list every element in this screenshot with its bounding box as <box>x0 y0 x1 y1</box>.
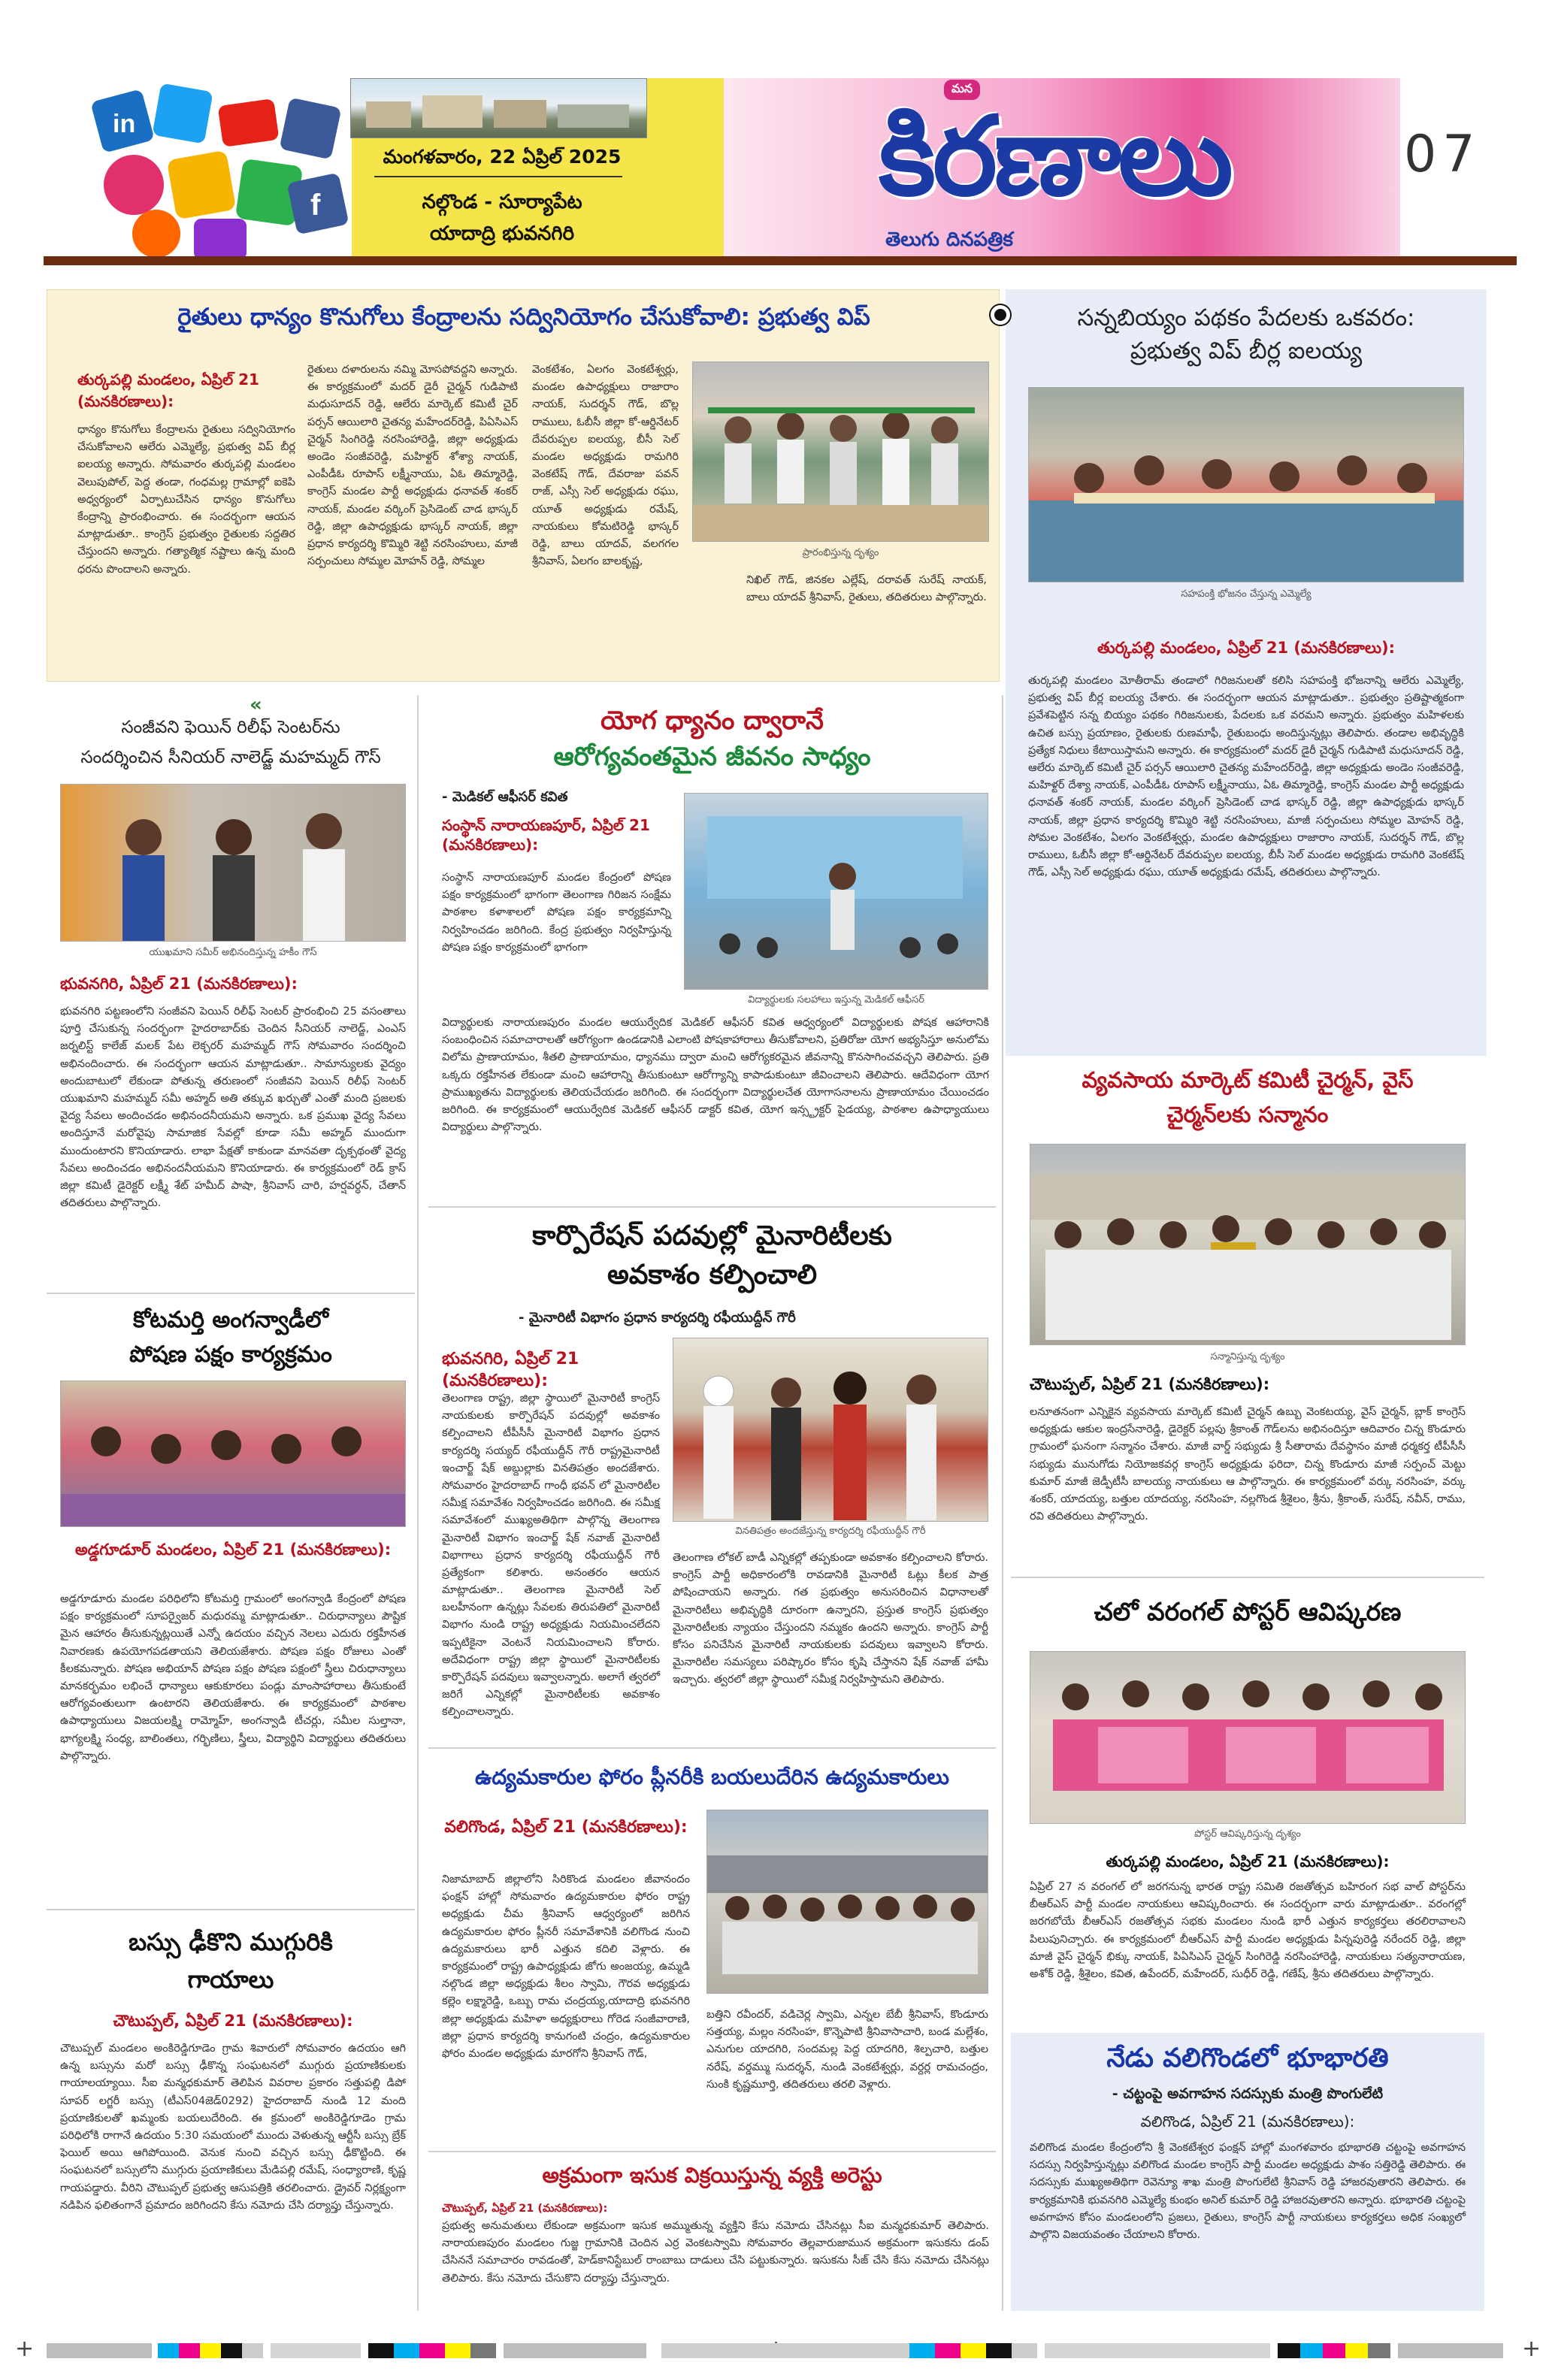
social-icons-cluster-icon <box>66 80 363 260</box>
article-body: ఏప్రిల్ 27 న వరంగల్ లో జరగనున్న భారత రాష్ట్ర సమితి రజతోత్సవ బహిరంగ సభ వాల్ పోస్టర్‌ను బీఆర్ఎస్ పార్టీ మండల నాయకులు ఆవిష్కరించారు. ఈ సందర్భంగా వారు మాట్లాడుతూ.. వరంగల్లో జరగబోయే బీఆర్ఎస్ రజతోత్సవ సభకు మండలం నుండి భారీ ఎత్తున కార్యకర్తలు తరలిరావాలని పిలుపునిచ్చారు. ఈ కార్యక్రమంలో బీఆర్ఎస్ పార్టీ మండల అధ్యక్షుడు పిన్నపురెడ్డి నరేందర్ రెడ్డి, జిల్లా మాజీ వైస్ చైర్మన్ భిక్కు నాయక్, పిఏసిఎస్ చైర్మన్ సింగిరెడ్డి నరసింహారెడ్డి, నాయకులు సత్యనారాయణ, అశోక్ రెడ్డి, శ్రీశైలం, కవిత, ఉపేందర్, మహేందర్, సుధీర్ రెడ్డి, గణేష్, శ్రీను తదితరులు పాల్గొన్నారు. <box>1030 1881 1466 1980</box>
article-rice-procurement <box>47 289 1000 682</box>
color-swatches-1 <box>158 2343 263 2358</box>
article-anganwadi <box>47 1296 415 1950</box>
gray-bar-3 <box>504 2343 646 2358</box>
photo-caption: సహపంక్తి భోజనం చేస్తున్న ఎమ్మెల్యే <box>1181 588 1311 600</box>
article-body: లనూతనంగా ఎన్నికైన వ్యవసాయ మార్కెట్ కమిటీ చైర్మన్ ఉబ్బు వెంకటయ్య, వైస్ చైర్మన్, బ్లాక్ కాంగ్రెస్ అధ్యక్షుడు ఆకుల ఇంద్రసేనారెడ్డి, డైరెక్టర్ పల్లపు శ్రీకాంత్ గౌడ్‌లను అభినందిస్తూ ఆదివారం చిన్న కొండూరు గ్రామంలో ఘనంగా సన్మానం చేశారు. మాజీ వార్డ్ సభ్యుడు శ్రీ సీతారామ దేవస్థానం మాజీ ధర్మకర్త టీపీసీసీ సభ్యుడు మునుగోడు నియోజకవర్గ కాంగ్రెస్ అధ్యక్షుడు ఫరిదా, చిన్న కొండూరు మాజీ సర్పంచ్ మెట్టు కుమార్ మాజీ జెడ్పీటీసీ బాలయ్య నాయకులు ఆ పాల్గొన్నారు. ఈ కార్యక్రమంలో వర్కు నరసింహ, వర్కు శంకర్, యాదయ్య, బత్తుల యాదయ్య, నరసింహ, నల్లగొండ శ్రీశైలం, శ్రీను, శ్రీకాంత్, సురేష్, నవీన్, రాము, రవి తదితరులు పాల్గొన్నారు. <box>1030 1406 1466 1523</box>
article-body-col3: వెంకటేశం, ఏలగం వెంకటేశ్వర్లు, మండల ఉపాధ్యక్షులు రాజారాం నాయక్, సుదర్శన్ గౌడ్, బొల్ల రాములు, ఓబీసీ జిల్లా కో-ఆర్డినేటర్ దేవరుప్పల ఐలయ్య, బీసీ సెల్ మండల అధ్యక్షుడు రామగిరి వెంకటేష్ గౌడ్, దేవరాజు పవన్ రాజ్, ఎస్సీ సెల్ అధ్యక్షుడు రఘు, యూత్ అధ్యక్షుడు రమేష్, నాయకులు కోమటిరెడ్డి భాస్కర్ రెడ్డి, బాలు యాదవ్, వలగగల శ్రీనివాస్, ఏలగం బాలకృష్ణ, <box>532 364 679 568</box>
edition-line-1: నల్గొండ - సూర్యాపేట <box>422 191 582 213</box>
article-byline: - మైనారిటీ విభాగం ప్రధాన కార్యదర్శి రఫీయుద్దీన్ గౌరీ <box>519 1310 796 1326</box>
gray-bar-5 <box>1045 2343 1270 2358</box>
article-byline: - చట్టంపై అవగాహన సదస్సుకు మంత్రి పొంగులేటి <box>1112 2085 1384 2102</box>
article-body-right: బత్తిని రవీందర్, వడిచెర్ల స్వామి, ఎన్నల బేబీ శ్రీనివాస్, కొండూరు సత్తయ్య, మల్లం నరసింహ, కొన్నెపాటి శ్రీనివాసాచారి, బండ మల్లేశం, ఎనుగుల యాదగిరి, సందమల్ల పెద్ద యాదగిరి, శిల్పచారి, బత్తుల నరేష్, వర్డమ్ము సుదర్శన్, నుండి వెంకటేశ్వర్లు, వర్దర్ల రామచంద్రం, సుంకి కృష్ణమూర్తి, తదితరులు తరలి వెళ్లారు. <box>706 2009 988 2091</box>
article-dateline: చౌటుప్పల్, ఏప్రిల్ 21 (మనకిరణాలు): <box>1030 1375 1270 1393</box>
masthead <box>44 72 1481 264</box>
header-photo-strip <box>350 78 647 138</box>
page-number: 07 <box>1404 125 1481 184</box>
article-headline-line2: సందర్శించిన సీనియర్ నాలెడ్జ్ మహమ్మద్ గౌస్ <box>80 748 381 767</box>
article-headline: చలో వరంగల్ పోస్టర్ ఆవిష్కరణ <box>1094 1597 1402 1626</box>
article-headline-line1: సన్నబియ్యం పథకం పేదలకు ఒకవరం: <box>1077 304 1415 331</box>
divider-left-1 <box>47 1293 415 1294</box>
photo-caption: ప్రారంభిస్తున్న దృశ్యం <box>802 547 879 558</box>
gray-bar-1 <box>47 2343 152 2358</box>
crosshair-left-icon: + <box>15 2336 35 2362</box>
print-registration-bar <box>0 2336 1555 2366</box>
divider-middle-2 <box>428 1747 996 1749</box>
divider-middle-3 <box>428 2151 996 2152</box>
article-body-col1: ధాన్యం కొనుగోలు కేంద్రాలను రైతులు సద్వినియోగం చేసుకోవాలని ఆలేరు ఎమ్మెల్యే, ప్రభుత్వ విప్ బీర్ల ఐలయ్య అన్నారు. సోమవారం తుర్కపల్లి మండలం వెలుపుపోల్, పెద్ద తండా, గంధమల్ల గ్రామాల్లో ఐకెపి అధ్వర్యంలో ఏర్పాటుచేసిన ధాన్యం కొనుగోలు కేంద్రాన్ని ప్రారంభించారు. ఈ సందర్భంగా ఆయన మాట్లాడుతూ.. కాంగ్రెస్ ప్రభుత్వం రైతులకు సద్దతిర చేస్తుందని అన్నారు. గత్యాత్మిక నష్టాలు ఉన్న మంది ధరను పొందాలని అన్నారు. <box>77 424 295 576</box>
article-poster-launch <box>1011 1582 1484 2033</box>
logo: కిరణాలు <box>879 93 1230 220</box>
article-headline-line1: బస్సు ఢీకొని ముగ్గురికి <box>129 1928 333 1956</box>
article-body-right: తెలంగాణ లోకల్ బాడీ ఎన్నికల్లో తప్పకుండా అవకాశం కల్పించాలని కోరారు. కాంగ్రెస్ పార్టీ అధికారంలోకి రావడానికి మైనారిటీ ఓట్లు కీలక పాత్ర పోషించాయని అన్నారు. గత ప్రభుత్వం అనుసరించిన విధానాలతో మైనారిటీలు అభివృద్ధికి దూరంగా ఉన్నారని, ప్రస్తుత కాంగ్రెస్ ప్రభుత్వం మైనారిటీలకు న్యాయం చేస్తుందని నమ్మకం ఉందని అన్నారు. కాంగ్రెస్ పార్టీ కోసం పనిచేసిన మైనారిటీ నాయకులకు పదవులు ఇవ్వాలని కోరారు. మైనారిటీల సమస్యలు పరిష్కారం కోసం కృషి చేస్తానని షేక్ నవాజ్ హామీ ఇచ్చారు. త్వరలో జిల్లా స్థాయిలో సమీక్ష నిర్వహిస్తామని తెలిపారు. <box>673 1552 988 1686</box>
article-headline-line2: పోషణ పక్షం కార్యక్రమం <box>129 1341 332 1368</box>
article-pain-relief <box>47 695 415 1274</box>
article-headline: అక్రమంగా ఇసుక విక్రయిస్తున్న వ్యక్తి అరెస్టు <box>542 2163 882 2188</box>
svg-text:f: f <box>310 189 321 222</box>
section-arrow-icon: « <box>250 694 262 716</box>
tagline: తెలుగు దినపత్రిక <box>885 228 1013 251</box>
article-byline: - మెడికల్ ఆఫీసర్ కవిత <box>442 789 568 805</box>
article-headline-line1: వ్యవసాయ మార్కెట్ కమిటీ చైర్మన్, వైస్ <box>1082 1067 1414 1093</box>
article-yoga <box>428 695 996 1206</box>
article-headline-line2: గాయాలు <box>187 1965 274 1994</box>
article-activists-forum <box>428 1751 996 2149</box>
photo-felicitation <box>60 784 406 942</box>
photo-memorandum <box>673 1338 988 1522</box>
article-headline-line2: చైర్మన్‌లకు సన్మానం <box>1166 1102 1329 1127</box>
article-body: చౌటుప్పల్ మండలం అంకిరెడ్డిగూడెం గ్రామ శివారులో సోమవారం ఉదయం ఆగి ఉన్న బస్సును మరో బస్సు ఢీకొన్న సంఘటనలో ముగ్గురు ప్రయాణికులకు గాయాలయ్యాయి. సీఐ మన్మధకుమార్ తెలిపిన వివరాల ప్రకారం సత్తుపల్లి డిపో సూపర్ లగ్జరీ బస్సు (టీఎస్04జెడ్0292) హైదరాబాద్ నుండి 12 మంది ప్రయాణికులతో ఖమ్మంకు బయలుదేరింది. ఈ క్రమంలో అంకిరెడ్డిగూడెం గ్రామ పరిధిలోకి రాగానే ఉదయం 5:30 సమయంలో ముందు వెళుతున్న ఆర్టీసీ బస్సు బ్రేక్ ఫెయిల్ అయి ఆగిపోయింది. వెనుక నుంచి వచ్చిన బస్సు ఢీకొట్టింది. ఈ సంఘటనలో బస్సులోని ముగ్గురు ప్రయాణికులు మేడిపల్లి రమేష్, సంధ్యారాణి, కృష్ణ గాయపడ్డారు. వీరిని చౌటుప్పల్ ప్రభుత్వ ఆసుపత్రికి తరలించారు. డ్రైవర్ నిర్లక్ష్యంగా నడిపిన ఫలితంగానే ప్రమాదం జరిగిందని కేసు నమోదు చేసి దర్యాప్తు చేస్తున్నారు. <box>60 2043 406 2212</box>
photo-community-meal <box>1028 387 1464 582</box>
gray-bar-2 <box>271 2343 361 2358</box>
edition-line-2: యాదాద్రి భువనగిరి <box>429 222 575 245</box>
article-body-col2: రైతులు దళారులను నమ్మి మోసపోవద్దని అన్నారు. ఈ కార్యక్రమంలో మదర్ డైరీ చైర్మన్ గుడిపాటి మధుసూదన్ రెడ్డి, ఆలేరు మార్కెట్ కమిటీ చైర్ పర్సన్ ఆయిలారి చైతన్య మహేందర్‌రెడ్డి, పిఏసిఎస్ చైర్మన్ సింగిరెడ్డి నరసింహారెడ్డి, జిల్లా అధ్యక్షుడు అండెం సంజీవరెడ్డి, మహిళ్టర్ శోశ్యా నాయక్, ఎంపీడీఓ రూపాస్ లక్ష్మీనాయు, ఏఓ తిమ్మారెడ్డి, కాంగ్రెస్ మండల పార్టీ అధ్యక్షుడు ధనావత్ శంకర్ నాయక్, మండల వర్కింగ్ ప్రెసిడెంట్ చాడ భాస్కర్ రెడ్డి, జిల్లా ఉపాధ్యక్షుడు భాస్కర్ నాయక్, జిల్లా ప్రధాన కార్యదర్శి కొమ్మిరి శెట్టి నరసింహులు, మాజీ సర్పంచులు సోమ్మల మోహన్ రెడ్డి, సోమ్మల <box>307 364 518 568</box>
color-swatches-3 <box>909 2343 1037 2358</box>
article-body-col4: నిఖిల్ గౌడ్, జినకల ఎల్లేష్, దరావత్ సురేష్ నాయక్, బాలు యాదవ్ శ్రీనివాస్, రైతులు, తదితరులు పాల్గొన్నారు. <box>746 574 987 604</box>
article-dateline: చౌటుప్పల్, ఏప్రిల్ 21 (మనకిరణాలు): <box>442 2203 608 2215</box>
article-headline: ఉద్యమకారుల ఫోరం ప్లీనరీకి బయలుదేరిన ఉద్యమకారులు <box>475 1765 949 1789</box>
article-market-committee <box>1011 1060 1484 1574</box>
article-headline-line1: యోగ ధ్యానం ద్వారానే <box>601 706 824 736</box>
header-date: మంగళవారం, 22 ఏప్రిల్ 2025 <box>383 146 622 168</box>
article-dateline: భువనగిరి, ఏప్రిల్ 21 (మనకిరణాలు): <box>60 975 298 993</box>
article-headline-line1: కార్పొరేషన్ పదవుల్లో మైనారిటీలకు <box>532 1220 892 1251</box>
article-sand-arrest <box>428 2155 996 2313</box>
article-body: అడ్డగూడూరు మండల పరిధిలోని కోటమర్తి గ్రామంలో అంగన్వాడి కేంద్రంలో పోషణ పక్షం కార్యక్రమంలో సూపర్వైజర్ మధురమ్మ మాట్లాడుతూ.. చిరుధాన్యాలు పౌష్టిక మైన ఆహారం తీసుకున్నట్లయితే ఎన్నో ఉదయం వచ్చిన నెలలు ఎదురు రక్తహీనత నివారణకు ఉపయోగపడతాయని తెలియజేశారు. పోషణ పక్షం రోజులు ఎంతో కీలకమన్నారు. పోషణ అభియాన్ పోషణ పక్షం పోషణ పక్షంలో స్త్రీలు చిరుధాన్యాలు మానకర్భమం లభించే ధాన్యాలు ఆకుకూరలు పండ్లు మాంసాహారాలు తీసుకుంటే ఆరోగ్యవంతులుగా ఉంటారని తెలియజేశారు. ఈ కార్యక్రమంలో పాఠశాల ఉపాధ్యాయులు విజయలక్ష్మి రామ్మోహ్, అంగన్వాడి టీచర్లు, సమీల సుల్తానా, భాగ్యలక్ష్మి సంధ్య, బాలింతలు, గర్భిణిలు, స్త్రీలు, విద్యార్థిని విద్యార్థులు తదితరులు పాల్గొన్నారు. <box>60 1593 406 1762</box>
article-body-left: తెలంగాణ రాష్ట్ర, జిల్లా స్థాయిలో మైనారిటీ కాంగ్రెస్ నాయకులకు కార్పొరేషన్ పదవుల్లో అవకాశం కల్పించాలని టీపీసీసీ మైనారిటీ విభాగం ప్రధాన కార్యదర్శి సయ్యద్ రఫీయుద్దీన్ గౌరీ రాష్ట్రమైనారిటీ ఇంచార్జ్ షేక్ అబ్దుల్లాకు వినతిపత్రం అందజేశారు. సోమవారం హైదరాబాద్ గాంధీ భవన్ లో మైనారిటీల సమీక్ష సమావేశం నిర్వహించడం జరిగింది. ఈ సమీక్ష సమావేశంలో ముఖ్యఅతిథిగా పాల్గొన్న తెలంగాణ మైనారిటీ విభాగం ఇంచార్జ్ షేక్ నవాజ్ మైనారిటీ విభాగాలు ప్రధాన కార్యదర్శి రఫీయుద్దీన్ గౌరీ ప్రత్యేకంగా కలిశారు. అనంతరం ఆయన మాట్లాడుతూ.. తెలంగాణ మైనారిటీ సెల్ బలహీనంగా ఉన్నట్లు సేవలకు తిరుపతిలో మైనారిటీ విభాగం నుండి రాష్ట్ర అధ్యక్షుడు నియమించలేదని ఇప్పటికైనా వెంటనే నియమించాలని కోరారు. అదేవిధంగా రాష్ట్ర జిల్లా స్థాయిలో మైనారిటీలకు కార్పొరేషన్ పదవులు ఇవ్వాలన్నారు. అలాగే త్వరలో జరిగే ఎన్నికల్లో మైనారిటీలకు అవకాశం కల్పించాలన్నారు. <box>442 1393 660 1719</box>
article-body: తుర్కపల్లి మండలం మోతీరామ్ తండాలో గిరిజనులతో కలిసి సహపంక్తి భోజనాన్ని ఆలేరు ఎమ్మెల్యే, ప్రభుత్వ విప్ బీర్ల ఐలయ్య చేశారు. ఈ సందర్భంగా ఆయన మాట్లాడుతూ.. ప్రభుత్వం ప్రతిష్టాత్మకంగా ప్రవేశపెట్టిన సన్న బియ్యం పథకం గిరిజనులకు, పేదలకు ఒక వరమని అన్నారు. ప్రభుత్వం మహిళలకు ఉచిత బస్సు ప్రయాణం, రైతులకు రుణమాఫీ, రైతుబంధు అందిస్తున్నట్లు తెలిపారు. తండాల అభివృద్ధికి ప్రత్యేక నిధులు కేటాయిస్తామని అన్నారు. ఈ కార్యక్రమంలో మదర్ డైరీ చైర్మన్ గుడిపాటి మధుసూదన్ రెడ్డి, ఆలేరు మార్కెట్ కమిటీ చైర్ పర్సన్ ఆయిలారి చైతన్య మహేందర్‌రెడ్డి, జిల్లా అధ్యక్షుడు అండెం సంజీవరెడ్డి, మహిళ్టర్ దేశ్యా నాయక్, ఎంపీడీఓ రూపాస్ లక్ష్మీనాయు, ఏఓ తిమ్మారెడ్డి, కాంగ్రెస్ మండల పార్టీ అధ్యక్షుడు ధనావత్ శంకర్ నాయక్, మండల వర్కింగ్ ప్రెసిడెంట్ చాడ భాస్కర్ రెడ్డి, జిల్లా ఉపాధ్యక్షుడు భాస్కర్ నాయక్, జిల్లా ప్రధాన కార్యదర్శి కొమ్మిరి శెట్టి నరసింహులు, మాజీ సర్పంచులు సోమ్మల మోహన్ రెడ్డి, సోమల వెంకటేశం, ఏలగం వెంకటేశ్వర్లు, మండల ఉపాధ్యక్షులు రాజారాం నాయక్, సుదర్శన్ గౌడ్, బొల్ల రాములు, ఓబీసీ జిల్లా కో-ఆర్డినేటర్ దేవరుప్పల ఐలయ్య, బీసీ సెల్ మండల అధ్యక్షుడు రామగిరి వెంకటేష్ గౌడ్, ఎస్సీ సెల్ అధ్యక్షుడు రఘు, యూత్ అధ్యక్షుడు రమేష్, తదితరులు పాల్గొన్నారు. <box>1028 675 1464 879</box>
article-dateline: వలిగొండ, ఏప్రిల్ 21 (మనకిరణాలు): <box>1140 2112 1355 2131</box>
article-headline-line2: ఆరోగ్యవంతమైన జీవనం సాధ్యం <box>553 742 871 772</box>
divider-right-1 <box>1011 1577 1484 1578</box>
photo-caption: వినతిపత్రం అందజేస్తున్న కార్యదర్శి రఫీయుద్దీన్ గౌరీ <box>735 1526 926 1537</box>
photo-activists-group <box>706 1810 988 1994</box>
divider-left-2 <box>47 1909 415 1910</box>
photo-yoga-session <box>684 793 988 990</box>
article-body-left: సంస్థాన్ నారాయణపూర్ మండల కేంద్రంలో పోషణ పక్షం కార్యక్రమంలో భాగంగా తెలంగాణ గిరిజన సంక్షేమ పాఠశాల కళాశాలలో పోషణ పక్షం కార్యక్రమాన్ని నిర్వహించడం జరిగింది. కేంద్ర ప్రభుత్వం నిర్వహిస్తున్న పోషణ పక్షం కార్యక్రమంలో భాగంగా <box>442 872 671 954</box>
article-headline: నేడు వలిగొండలో భూభారతి <box>1106 2043 1389 2073</box>
article-body: ప్రభుత్వ అనుమతులు లేకుండా అక్రమంగా ఇసుక అమ్ముతున్న వ్యక్తిని కేసు నమోదు చేసినట్లు సీఐ మన్మధకుమార్ తెలిపారు. నారాయణపురం మండలం గుజ్జ గ్రామానికి చెందిన ఎర్ర వెంకటస్వామి సోమవారం తెల్లవారుజామున అక్రమంగా ఇసుకను డంప్ చేసిననే సమాచారం రావడంతో, హెడ్‌కానిస్టేబుల్ రాంబాబు దాడులు చేసి పట్టుకున్నారు. ఇసుకను సీజ్ చేసి కేసు నమోదు చేసినట్లు తెలిపారు. కేసు నమోదు చేసుకొని దర్యాప్తు చేస్తున్నారు. <box>442 2220 989 2285</box>
article-dateline: సంస్థాన్ నారాయణపూర్, ఏప్రిల్ 21 (మనకిరణాలు): <box>442 816 650 854</box>
logo-small-tag: మన <box>944 80 980 100</box>
article-dateline: చౌటుప్పల్, ఏప్రిల్ 21 (మనకిరణాలు): <box>113 2012 353 2030</box>
article-dateline: వలిగొండ, ఏప్రిల్ 21 (మనకిరణాలు): <box>444 1818 688 1837</box>
article-headline-line1: కోటమర్తి అంగన్వాడీలో <box>132 1307 329 1333</box>
column-divider-right <box>1002 695 1003 2311</box>
article-body-full: విద్యార్థులకు నారాయణపురం మండల ఆయుర్వేదిక మెడికల్ ఆఫీసర్ కవిత ఆధ్వర్యంలో విద్యార్థులకు పోషక ఆహారానికి సంబంధించిన సమాచారాలతో ఆరోగ్యంగా ఉండడానికి ఎలాంటి పోషకాహారాలు తీసుకోవాలని, ప్రతిరోజు యోగ అభ్యసిస్తూ అనులోమ విలోమ ప్రాణాయామం, శీతలి ప్రాణాయామం, ధ్యానము ద్వారా మంచి ఆరోగ్యకరమైన జీవనాన్ని కొనసాగించవచ్చని తెలిపారు. ప్రతి ఒక్కరు రక్తహీనత లేకుండా మంచి ఆహారాన్ని తీసుకుంటూ ఆరోగ్యాన్ని కాపాడుకుంటూ జీవించాలని తెలిపారు. ఆదేవిధంగా యోగ ప్రాముఖ్యతను విద్యార్థులకు తెలియచేయడం జరిగింది. ఈ సందర్భంగా విద్యార్థులచేత యోగాసనాలను ప్రాణాయామం చేయించడం జరిగింది. ఈ కార్యక్రమంలో ఆయుర్వేదిక మెడికల్ ఆఫీసర్ డాక్టర్ కవిత, యోగ ఇన్స్ట్రక్టర్ పైడయ్య, పాఠశాల ఉపాధ్యాయులు విద్యార్థులు పాల్గొన్నారు. <box>442 1017 989 1134</box>
article-dateline: తుర్కపల్లి మండలం, ఏప్రిల్ 21 (మనకిరణాలు): <box>1106 1852 1390 1870</box>
article-body-left: నిజామాబాద్ జిల్లాలోని సిరికొండ మండలం జీవానందం ఫంక్షన్ హాల్లో సోమవారం ఉద్యమకారుల ఫోరం రాష్ట్ర అధ్యక్షుడు చీమ శ్రీనివాస్ ఆధ్వర్యంలో జరిగిన ఉద్యమకారుల ఫోరం ప్లీనరీ సమావేశానికి వలిగొండ నుంచి ఉద్యమకారులు భారీ ఎత్తున కదిలి వెళ్లారు. ఈ కార్యక్రమంలో రాష్ట్ర ఉపాధ్యక్షుడు జోగు అంజయ్య, ఉమ్మడి నల్గొండ జిల్లా అధ్యక్షుడు శీలం స్వామి, గౌరవ అధ్యక్షుడు కల్లెం లక్ష్మారెడ్డి, ఒబ్బు రామ చంద్రయ్య,యాదాద్రి భువనగిరి జిల్లా అధ్యక్షుడు మహిళా అధ్యక్షురాలు గోరెడ సంజీవారాణి, జిల్లా ప్రధాన కార్యదర్శి కానుగంటి చంద్రం, ఉద్యమకారుల ఫోరం మండల అధ్యక్షుడు మారగోని శ్రీనివాస్ గౌడ్, <box>442 1873 690 2060</box>
photo-poster-release <box>1030 1651 1466 1824</box>
article-headline: రైతులు ధాన్యం కొనుగోలు కేంద్రాలను సద్వినియోగం చేసుకోవాలి: ప్రభుత్వ విప్ <box>177 304 870 331</box>
crosshair-right-icon: + <box>1522 2336 1541 2362</box>
article-dateline: తుర్కపల్లి మండలం, ఏప్రిల్ 21 (మనకిరణాలు): <box>1097 639 1395 657</box>
article-body: భువనగిరి పట్టణంలోని సంజీవని పెయిన్ రిలీఫ్ సెంటర్ ప్రారంభించి 25 వసంతాలు పూర్తి చేసుకున్న సందర్భంగా హైదరాబాద్‌కు చెందిన సీనియర్ నాలెడ్జ్, ఎంఎస్ జర్నలిస్ట్ కాలేజ్ మలక్ పేట లెక్చరర్ మహమ్మద్ గౌస్ సోమవారం సందర్శించి అభినందించారు. ఈ సందర్భంగా ఆయన మాట్లాడుతూ.. సామాన్యులకు వైద్యం అందుబాటులో లేకుండా పోతున్న తరుణంలో సంజీవని పెయిన్ రిలీఫ్ సెంటర్ యుఖమాని మహమ్మద్ సమీ అహ్మద్ అతి తక్కువ ఖర్చుతో ఎంతో మంది ప్రజలకు వైద్య సేవలు అందించడం అభినందనీయమని అన్నారు. ఒక ప్రముఖ వైద్య సేవలు అందిస్తూనే మరోవైపు సామాజిక సేవల్లో కూడా సమీ అహ్మద్ ముందుగా ముందుంటారని కొనియాడారు. లాభా పేక్షతో కాకుండా మానవతా దృక్పథంతో వైద్య సేవలు అందించడం అభినందనీయమని కొనియాడారు. ఈ కార్యక్రమంలో రెడ్ క్రాస్ జిల్లా కమిటీ డైరెక్టర్ లక్ష్మీ శేట్ హమీద్ పాషా, శ్రీనివాస్ చారి, హర్షవర్ధన్, చేతాన్ తదితరులు పాల్గొన్నారు. <box>60 1006 406 1210</box>
article-dateline: అడ్డగూడూర్ మండలం, ఏప్రిల్ 21 (మనకిరణాలు): <box>74 1541 392 1559</box>
column-divider-left <box>417 695 419 2311</box>
svg-text:in: in <box>113 110 136 138</box>
photo-caption: యుఖమాని సమీర్ అభినందిస్తున్న హకీం గౌస్ <box>149 947 317 958</box>
article-bus-accident <box>47 1913 415 2311</box>
social-media-graphic <box>66 80 363 260</box>
photo-caption: విద్యార్థులకు సలహాలు ఇస్తున్న మెడికల్ ఆఫీసర్ <box>748 994 924 1006</box>
gray-bar-6 <box>1398 2343 1503 2358</box>
article-headline-line2: ప్రభుత్వ విప్ బీర్ల ఐలయ్య <box>1130 337 1363 364</box>
photo-caption: సన్మానిస్తున్న దృశ్యం <box>1210 1351 1285 1362</box>
article-bhubharati <box>1011 2033 1484 2311</box>
photo-caption: పోస్టర్ ఆవిష్కరిస్తున్న దృశ్యం <box>1194 1828 1301 1840</box>
color-swatches-4 <box>1278 2343 1390 2358</box>
article-bullet-icon <box>991 305 1010 325</box>
header-date-rule <box>374 176 622 177</box>
divider-middle-1 <box>428 1206 996 1208</box>
article-headline-line2: అవకాశం కల్పించాలి <box>607 1260 818 1290</box>
article-body: వలిగొండ మండల కేంద్రంలోని శ్రీ వెంకటేశ్వర ఫంక్షన్ హాల్లో మంగళవారం భూభారతి చట్టంపై అవగాహన సదస్సు నిర్వహిస్తున్నట్లు వలిగొండ మండల కాంగ్రెస్ పార్టీ మండల అధ్యక్షుడు పాశం సత్తిరెడ్డి తెలిపారు. ఈ సదస్సుకు ముఖ్యఅతిథిగా రెవెన్యూ శాఖ మంత్రి పొంగులేటి శ్రీనివాస్ రెడ్డి హాజరవుతారని తెలిపారు. ఈ కార్యక్రమానికి భువనగిరి ఎమ్మెల్యే కుంభం అనిల్ కుమార్ రెడ్డి హాజరవుతారని అన్నారు. భూభారతి చట్టంపై అవగాహన కోసం మండలంలోని ప్రజలు, రైతులు, కాంగ్రెస్ పార్టీ నాయకులు కార్యకర్తలు అధిక సంఖ్యలో పాల్గొని విజయవంతం చేయాలని కోరారు. <box>1030 2142 1466 2241</box>
article-dateline: భువనగిరి, ఏప్రిల్ 21 (మనకిరణాలు): <box>442 1350 579 1390</box>
article-headline-line1: సంజీవని ఫెయిన్ రిలీఫ్ సెంటర్‌ను <box>121 718 340 737</box>
photo-nutrition-program <box>60 1381 406 1527</box>
photo-felicitation-committee <box>1030 1144 1466 1345</box>
masthead-bottom-rule <box>44 256 1517 265</box>
photo-inauguration <box>692 361 989 542</box>
article-dateline: తుర్కపల్లి మండలం, ఏప్రిల్ 21 (మనకిరణాలు): <box>77 370 259 410</box>
color-swatches-2 <box>368 2343 496 2358</box>
article-fine-rice <box>1006 289 1487 1056</box>
article-minority-posts <box>428 1210 996 1743</box>
